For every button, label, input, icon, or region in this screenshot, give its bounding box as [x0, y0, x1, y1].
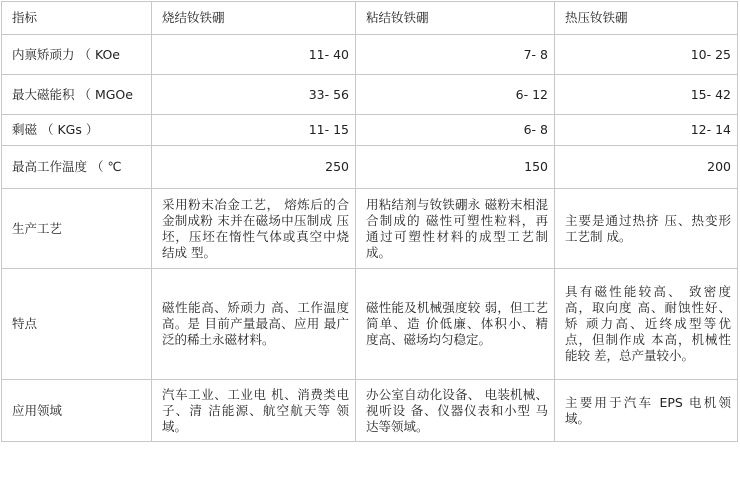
table-row	[2, 189, 738, 269]
header-cell-bonded: 粘结钕铁硼	[356, 2, 555, 35]
row-label: 应用领域	[2, 380, 152, 442]
cell-text: 磁性能高、矫顽力 高、工作温度高。是 目前产量最高、应用 最广泛的稀土永磁材料。	[152, 269, 356, 380]
row-label: 生产工艺	[2, 189, 152, 269]
cell-value: 11- 40	[152, 35, 356, 75]
table-row	[2, 115, 738, 146]
cell-value: 33- 56	[152, 75, 356, 115]
row-label: 内禀矫顽力 （ KOe	[2, 35, 152, 75]
cell-value: 6- 8	[356, 115, 555, 146]
table-row	[2, 146, 738, 189]
header-cell-indicator: 指标	[2, 2, 152, 35]
cell-value: 7- 8	[356, 35, 555, 75]
cell-text: 主要用于汽车 EPS 电机领域。	[555, 380, 738, 442]
cell-value: 12- 14	[555, 115, 738, 146]
cell-text: 汽车工业、工业电 机、消费类电子、清 洁能源、航空航天等 领域。	[152, 380, 356, 442]
table-row	[2, 75, 738, 115]
row-label: 最大磁能积 （ MGOe	[2, 75, 152, 115]
header-cell-sintered: 烧结钕铁硼	[152, 2, 356, 35]
cell-value: 250	[152, 146, 356, 189]
cell-text: 磁性能及机械强度较 弱，但工艺简单、造 价低廉、体积小、精 度高、磁场均匀稳定。	[356, 269, 555, 380]
header-row	[2, 2, 738, 35]
cell-text: 采用粉末冶金工艺， 熔炼后的合金制成粉 末并在磁场中压制成 压坯，压坯在惰性气体或真空中烧结成 型。	[152, 189, 356, 269]
cell-text: 主要是通过热挤 压、热变形工艺制 成。	[555, 189, 738, 269]
cell-value: 200	[555, 146, 738, 189]
cell-text: 用粘结剂与钕铁硼永 磁粉末相混合制成的 磁性可塑性粒料，再 通过可塑性材料的成型工艺制成。	[356, 189, 555, 269]
cell-value: 6- 12	[356, 75, 555, 115]
cell-value: 11- 15	[152, 115, 356, 146]
cell-text: 具有磁性能较高、 致密度高，取向度 高、耐蚀性好、矫 顽力高、近终成型等优点，但制作成 本高，机械性能较 差，总产量较小。	[555, 269, 738, 380]
header-cell-hot-pressed: 热压钕铁硼	[555, 2, 738, 35]
table-row	[2, 269, 738, 380]
cell-value: 150	[356, 146, 555, 189]
row-label: 特点	[2, 269, 152, 380]
table-row	[2, 35, 738, 75]
cell-value: 15- 42	[555, 75, 738, 115]
row-label: 最高工作温度 （ ℃	[2, 146, 152, 189]
cell-text: 办公室自动化设备、 电装机械、视听设 备、仪器仪表和小型 马达等领域。	[356, 380, 555, 442]
comparison-table	[1, 1, 738, 442]
cell-value: 10- 25	[555, 35, 738, 75]
row-label: 剩磁 （ KGs ）	[2, 115, 152, 146]
table-row	[2, 380, 738, 442]
